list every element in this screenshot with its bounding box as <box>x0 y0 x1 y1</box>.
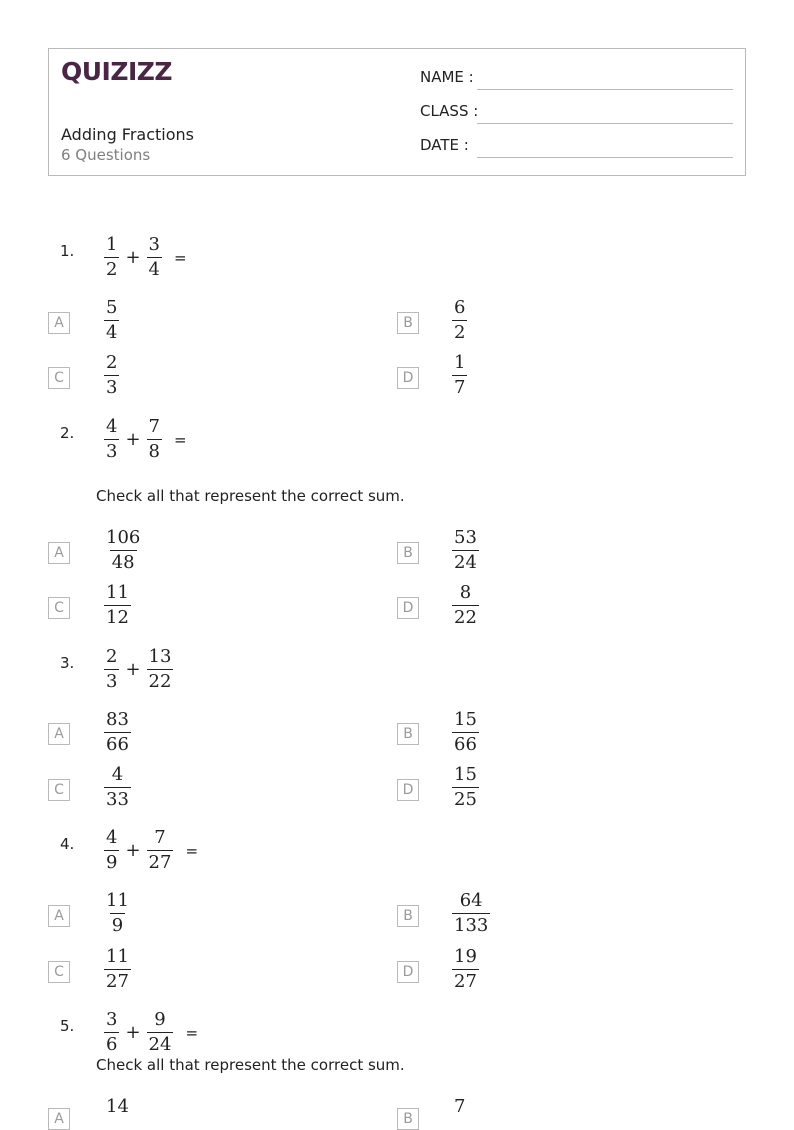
option-c-answer: $\frac{11}{27}$ <box>106 946 129 992</box>
fraction: $\frac{4}{9}$ <box>106 827 118 873</box>
option-c-answer: $\frac{11}{12}$ <box>106 582 129 628</box>
option-d-answer: $\frac{19}{27}$ <box>454 946 477 992</box>
option-a-answer: $\frac{83}{66}$ <box>106 709 129 755</box>
option-a-box[interactable]: A <box>48 312 70 334</box>
plus-operator: + <box>125 659 141 680</box>
option-a-answer: $\frac{5}{4}$ <box>106 297 118 343</box>
option-b-answer: $\frac{6}{2}$ <box>454 297 466 343</box>
fraction: $\frac{3}{6}$ <box>106 1009 118 1055</box>
plus-operator: + <box>125 1022 141 1043</box>
option-c-box[interactable]: C <box>48 779 70 801</box>
quizizz-logo: QUIZIZZ <box>61 57 173 86</box>
plus-operator: + <box>125 840 141 861</box>
option-c-answer: $\frac{2}{3}$ <box>106 352 118 398</box>
option-a-box[interactable]: A <box>48 542 70 564</box>
option-a-box[interactable]: A <box>48 723 70 745</box>
plus-operator: + <box>125 429 141 450</box>
option-d-box[interactable]: D <box>397 779 419 801</box>
date-line[interactable] <box>477 157 733 158</box>
fraction: $\frac{2}{3}$ <box>106 646 118 692</box>
question-expression <box>104 236 187 279</box>
option-b-box[interactable]: B <box>397 312 419 334</box>
worksheet-header <box>48 48 746 176</box>
question-number: 4. <box>60 835 75 853</box>
question-instruction: Check all that represent the correct sum. <box>96 1056 405 1074</box>
fraction: $\frac{13}{22}$ <box>148 646 172 692</box>
option-a-answer: $\frac{11}{9}$ <box>106 890 129 936</box>
option-b-answer: 7 <box>454 1096 466 1117</box>
option-d-box[interactable]: D <box>397 367 419 389</box>
option-b-answer: $\frac{53}{24}$ <box>454 527 477 573</box>
question-expression <box>104 1011 198 1054</box>
fraction: $\frac{3}{4}$ <box>148 234 160 280</box>
fraction: $\frac{7}{27}$ <box>148 827 172 873</box>
plus-operator: + <box>125 247 141 268</box>
option-c-box[interactable]: C <box>48 961 70 983</box>
question-expression <box>104 648 173 691</box>
question-expression <box>104 829 198 872</box>
equals-sign: = <box>185 1023 199 1042</box>
option-d-box[interactable]: D <box>397 597 419 619</box>
question-number: 2. <box>60 424 75 442</box>
fraction: $\frac{1}{2}$ <box>106 234 118 280</box>
question-instruction: Check all that represent the correct sum. <box>96 487 405 505</box>
equals-sign: = <box>185 841 199 860</box>
option-b-box[interactable]: B <box>397 542 419 564</box>
question-number: 1. <box>60 242 75 260</box>
fraction: $\frac{7}{8}$ <box>148 416 160 462</box>
worksheet-title: Adding Fractions <box>61 125 195 144</box>
option-b-answer: $\frac{64}{133}$ <box>454 890 489 936</box>
name-line[interactable] <box>477 89 733 90</box>
option-b-box[interactable]: B <box>397 905 419 927</box>
fraction: $\frac{9}{24}$ <box>148 1009 172 1055</box>
name-label: NAME : <box>420 68 474 86</box>
fraction: $\frac{4}{3}$ <box>106 416 118 462</box>
question-number: 3. <box>60 654 75 672</box>
option-b-box[interactable]: B <box>397 1108 419 1130</box>
option-b-box[interactable]: B <box>397 723 419 745</box>
class-line[interactable] <box>477 123 733 124</box>
question-expression <box>104 418 187 461</box>
option-c-answer: $\frac{4}{33}$ <box>106 764 129 810</box>
option-c-box[interactable]: C <box>48 367 70 389</box>
question-number: 5. <box>60 1017 75 1035</box>
option-d-answer: $\frac{8}{22}$ <box>454 582 477 628</box>
option-d-answer: $\frac{1}{7}$ <box>454 352 466 398</box>
equals-sign: = <box>174 430 187 449</box>
option-a-box[interactable]: A <box>48 1108 70 1130</box>
equals-sign: = <box>174 248 187 267</box>
option-d-answer: $\frac{15}{25}$ <box>454 764 477 810</box>
option-a-box[interactable]: A <box>48 905 70 927</box>
option-b-answer: $\frac{15}{66}$ <box>454 709 477 755</box>
date-label: DATE : <box>420 136 469 154</box>
option-a-answer: 14 <box>106 1096 129 1117</box>
class-label: CLASS : <box>420 102 479 120</box>
option-d-box[interactable]: D <box>397 961 419 983</box>
option-c-box[interactable]: C <box>48 597 70 619</box>
question-count: 6 Questions <box>61 146 151 164</box>
option-a-answer: $\frac{106}{48}$ <box>106 527 141 573</box>
